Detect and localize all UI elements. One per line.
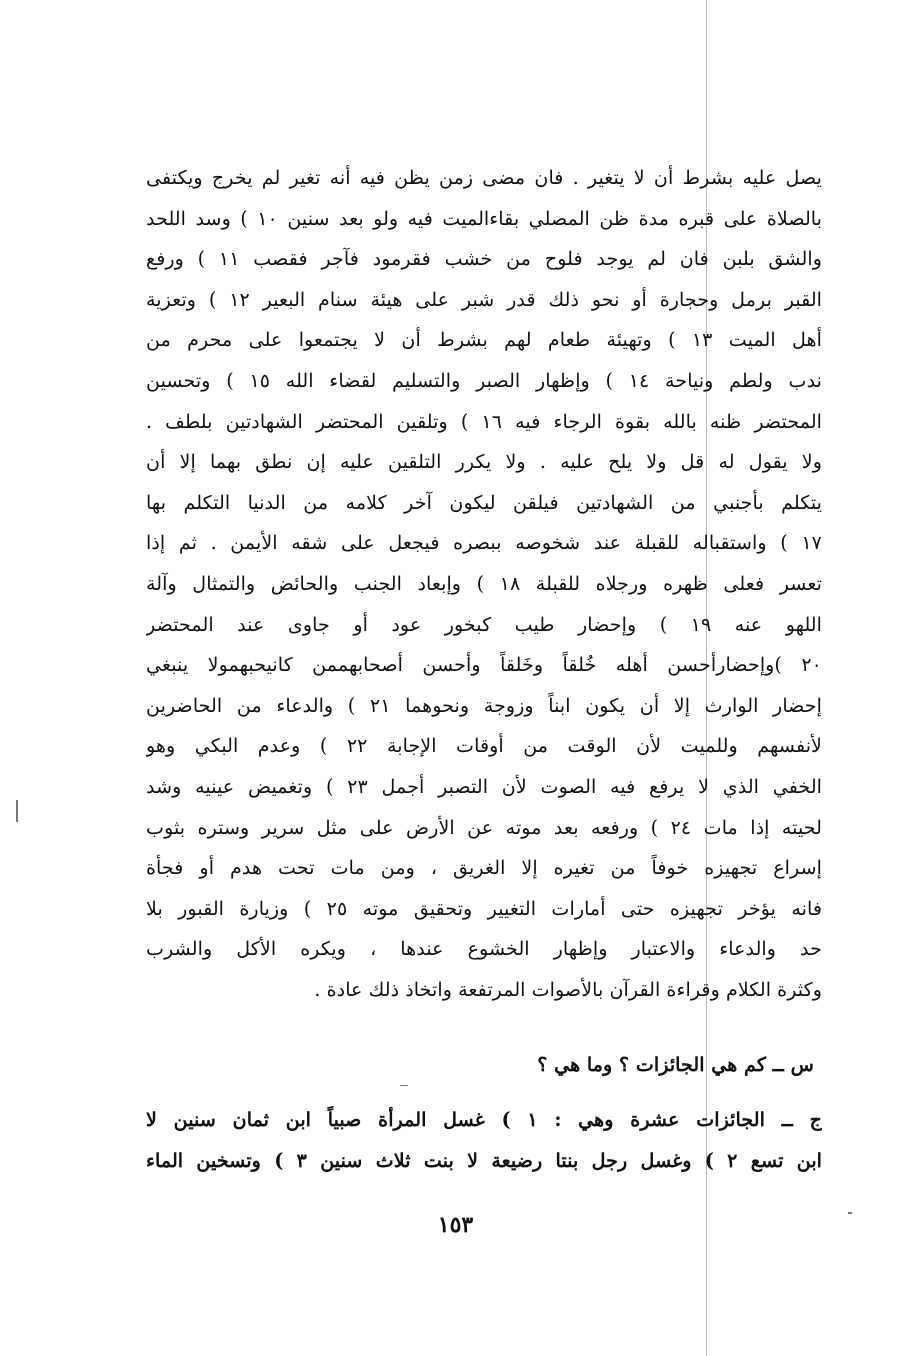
text-line: الخفي الذي لا يرفع فيه الصوت لأن التصبر أجمل ٢٣ ) وتغميض عينيه وشد bbox=[146, 774, 822, 798]
text-line: وكثرة الكلام وقراءة القرآن بالأصوات المرتفعة واتخاذ ذلك عادة . bbox=[314, 977, 822, 1001]
question-block bbox=[146, 1045, 822, 1086]
text-line: ندب ولطم ونياحة ١٤ ) وإظهار الصبر والتسليم لقضاء الله ١٥ ) وتحسين bbox=[146, 368, 822, 392]
text-line: ولا يقول له قل ولا يلح عليه . ولا يكرر التلقين عليه إن نطق بهما إلا أن bbox=[146, 450, 822, 474]
text-line: فانه يؤخر تجهيزه حتى أمارات التغيير وتحقيق موته ٢٥ ) وزيارة القبور بلا bbox=[146, 896, 822, 920]
text-line: إحضار الوارث إلا أن يكون ابناً وزوجة ونحوهما ٢١ ) والدعاء من الحاضرين bbox=[146, 693, 822, 717]
answer-line: ج ــ الجائزات عشرة وهي : ١ ) غسل المرأة صبياً ابن ثمان سنين لا bbox=[146, 1108, 822, 1131]
text-line: يتكلم بأجنبي من الشهادتين فيلقن ليكون آخر كلامه من الدنيا التكلم بها bbox=[146, 490, 822, 514]
page-number: ١٥٣ bbox=[437, 1212, 474, 1238]
answer-block bbox=[146, 1100, 822, 1181]
text-line: بالصلاة على قبره مدة ظن المصلي بقاءالميت فيه ولو بعد سنين ١٠ ) وسد اللحد bbox=[146, 206, 822, 230]
text-line: ٢٠ )وإحضارأحسن أهله خُلقاً وخَلقاً وأحسن أصحابهممن كانيحبهمولا ينبغي bbox=[146, 653, 822, 677]
text-line: يصل عليه بشرط أن لا يتغير . فان مضى زمن يظن فيه أنه تغير لم يخرج ويكتفى bbox=[146, 166, 822, 189]
text-line: القبر برمل وحجارة أو نحو ذلك قدر شبر على هيئة سنام البعير ١٢ ) وتعزية bbox=[146, 287, 822, 311]
text-line: تعسر فعلى ظهره ورجلاه للقبلة ١٨ ) وإبعاد الجنب والحائض والتمثال وآلة bbox=[146, 571, 822, 595]
text-line: أهل الميت ١٣ ) وتهيئة طعام لهم بشرط أن لا يجتمعوا على محرم من bbox=[146, 328, 822, 352]
text-line: ١٧ ) واستقباله للقبلة عند شخوصه ببصره فيجعل على شقه الأيمن . ثم إذا bbox=[146, 531, 822, 555]
text-line: لأنفسهم وللميت لأن الوقت من أوقات الإجابة ٢٢ ) وعدم البكي وهو bbox=[146, 734, 822, 758]
text-line: إسراع تجهيزه خوفاً من تغيره إلا الغريق ، ومن مات تحت هدم أو فجأة bbox=[146, 856, 822, 880]
text-line: حد والدعاء والاعتبار وإظهار الخشوع عندها ، ويكره الأكل والشرب bbox=[146, 937, 822, 961]
text-line: المحتضر ظنه بالله بقوة الرجاء فيه ١٦ ) وتلقين المحتضر الشهادتين بلطف . bbox=[146, 409, 822, 433]
question-line: س ــ كم هي الجائزات ؟ وما هي ؟ bbox=[537, 1053, 814, 1076]
body-text bbox=[146, 158, 822, 1010]
text-line: لحيته إذا مات ٢٤ ) ورفعه بعد موته عن الأرض على مثل سرير وستره بثوب bbox=[146, 815, 822, 839]
text-line: والشق بلبن فان لم يوجد فلوح من خشب فقرمود فآجر فقصب ١١ ) ورفع bbox=[146, 247, 822, 271]
text-line: اللهو عنه ١٩ ) وإحضار طيب كبخور عود أو جاوى عند المحتضر bbox=[146, 612, 822, 636]
scan-speck bbox=[16, 800, 18, 822]
answer-line: ابن تسع ٢ ) وغسل رجل بنتا رضيعة لا بنت ثلاث سنين ٣ ) وتسخين الماء bbox=[146, 1148, 822, 1172]
